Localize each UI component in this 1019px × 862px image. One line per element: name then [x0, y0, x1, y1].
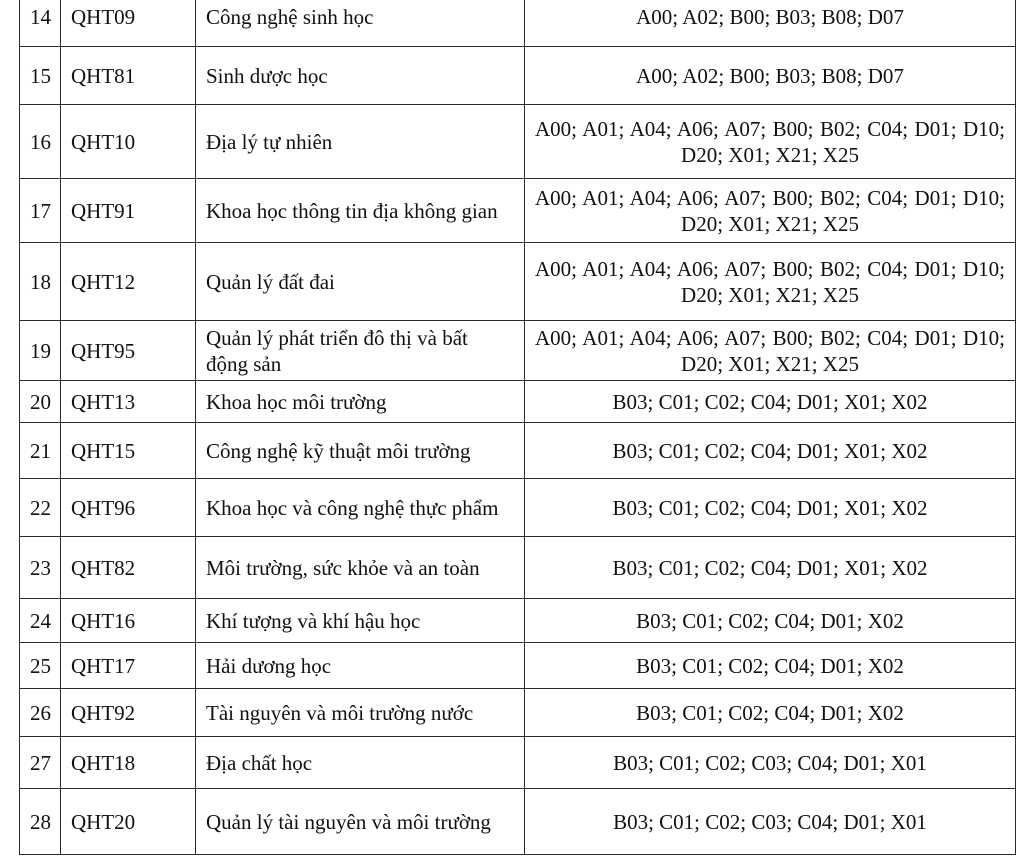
table-row — [20, 105, 1016, 179]
program-name: Hải dương học — [196, 643, 525, 689]
row-number: 15 — [20, 47, 61, 105]
program-code: QHT20 — [61, 789, 196, 855]
subject-combinations: B03; C01; C02; C04; D01; X01; X02 — [525, 479, 1016, 537]
subject-combinations: A00; A01; A04; A06; A07; B00; B02; C04; D01; D10; D20; X01; X21; X25 — [525, 243, 1016, 321]
table-row — [20, 243, 1016, 321]
subject-combinations: B03; C01; C02; C04; D01; X02 — [525, 643, 1016, 689]
table-row — [20, 381, 1016, 423]
program-code: QHT81 — [61, 47, 196, 105]
program-code: QHT92 — [61, 689, 196, 737]
program-name: Khoa học môi trường — [196, 381, 525, 423]
subject-combinations: A00; A02; B00; B03; B08; D07 — [525, 47, 1016, 105]
program-name: Địa chất học — [196, 737, 525, 789]
program-code: QHT16 — [61, 599, 196, 643]
program-name: Môi trường, sức khỏe và an toàn — [196, 537, 525, 599]
admission-table — [19, 0, 1016, 855]
program-name: Khoa học thông tin địa không gian — [196, 179, 525, 243]
subject-combinations: A00; A01; A04; A06; A07; B00; B02; C04; D01; D10; D20; X01; X21; X25 — [525, 179, 1016, 243]
table-row — [20, 789, 1016, 855]
program-name: Quản lý tài nguyên và môi trường — [196, 789, 525, 855]
program-name: Khí tượng và khí hậu học — [196, 599, 525, 643]
subject-combinations: A00; A02; B00; B03; B08; D07 — [525, 0, 1016, 47]
row-number: 26 — [20, 689, 61, 737]
program-name: Công nghệ kỹ thuật môi trường — [196, 423, 525, 479]
table-row — [20, 537, 1016, 599]
table-row — [20, 689, 1016, 737]
row-number: 22 — [20, 479, 61, 537]
program-code: QHT18 — [61, 737, 196, 789]
table-row — [20, 643, 1016, 689]
program-code: QHT17 — [61, 643, 196, 689]
program-code: QHT13 — [61, 381, 196, 423]
table-row — [20, 47, 1016, 105]
program-name: Sinh dược học — [196, 47, 525, 105]
row-number: 14 — [20, 0, 61, 47]
table-row — [20, 321, 1016, 381]
table-row — [20, 737, 1016, 789]
program-name: Quản lý đất đai — [196, 243, 525, 321]
subject-combinations: B03; C01; C02; C04; D01; X02 — [525, 599, 1016, 643]
subject-combinations: B03; C01; C02; C03; C04; D01; X01 — [525, 737, 1016, 789]
program-code: QHT15 — [61, 423, 196, 479]
program-code: QHT95 — [61, 321, 196, 381]
program-code: QHT91 — [61, 179, 196, 243]
table-row — [20, 0, 1016, 47]
row-number: 23 — [20, 537, 61, 599]
program-name: Tài nguyên và môi trường nước — [196, 689, 525, 737]
subject-combinations: B03; C01; C02; C03; C04; D01; X01 — [525, 789, 1016, 855]
table-row — [20, 599, 1016, 643]
program-code: QHT10 — [61, 105, 196, 179]
subject-combinations: B03; C01; C02; C04; D01; X01; X02 — [525, 423, 1016, 479]
program-name: Quản lý phát triển đô thị và bất động sản — [196, 321, 525, 381]
row-number: 27 — [20, 737, 61, 789]
row-number: 24 — [20, 599, 61, 643]
row-number: 18 — [20, 243, 61, 321]
row-number: 20 — [20, 381, 61, 423]
row-number: 28 — [20, 789, 61, 855]
subject-combinations: B03; C01; C02; C04; D01; X01; X02 — [525, 537, 1016, 599]
row-number: 16 — [20, 105, 61, 179]
row-number: 19 — [20, 321, 61, 381]
subject-combinations: B03; C01; C02; C04; D01; X01; X02 — [525, 381, 1016, 423]
subject-combinations: B03; C01; C02; C04; D01; X02 — [525, 689, 1016, 737]
row-number: 17 — [20, 179, 61, 243]
row-number: 25 — [20, 643, 61, 689]
program-name: Địa lý tự nhiên — [196, 105, 525, 179]
subject-combinations: A00; A01; A04; A06; A07; B00; B02; C04; D01; D10; D20; X01; X21; X25 — [525, 321, 1016, 381]
program-code: QHT09 — [61, 0, 196, 47]
row-number: 21 — [20, 423, 61, 479]
program-code: QHT82 — [61, 537, 196, 599]
program-name: Công nghệ sinh học — [196, 0, 525, 47]
table-row — [20, 179, 1016, 243]
program-name: Khoa học và công nghệ thực phẩm — [196, 479, 525, 537]
program-code: QHT12 — [61, 243, 196, 321]
subject-combinations: A00; A01; A04; A06; A07; B00; B02; C04; D01; D10; D20; X01; X21; X25 — [525, 105, 1016, 179]
program-code: QHT96 — [61, 479, 196, 537]
table-row — [20, 479, 1016, 537]
table-row — [20, 423, 1016, 479]
